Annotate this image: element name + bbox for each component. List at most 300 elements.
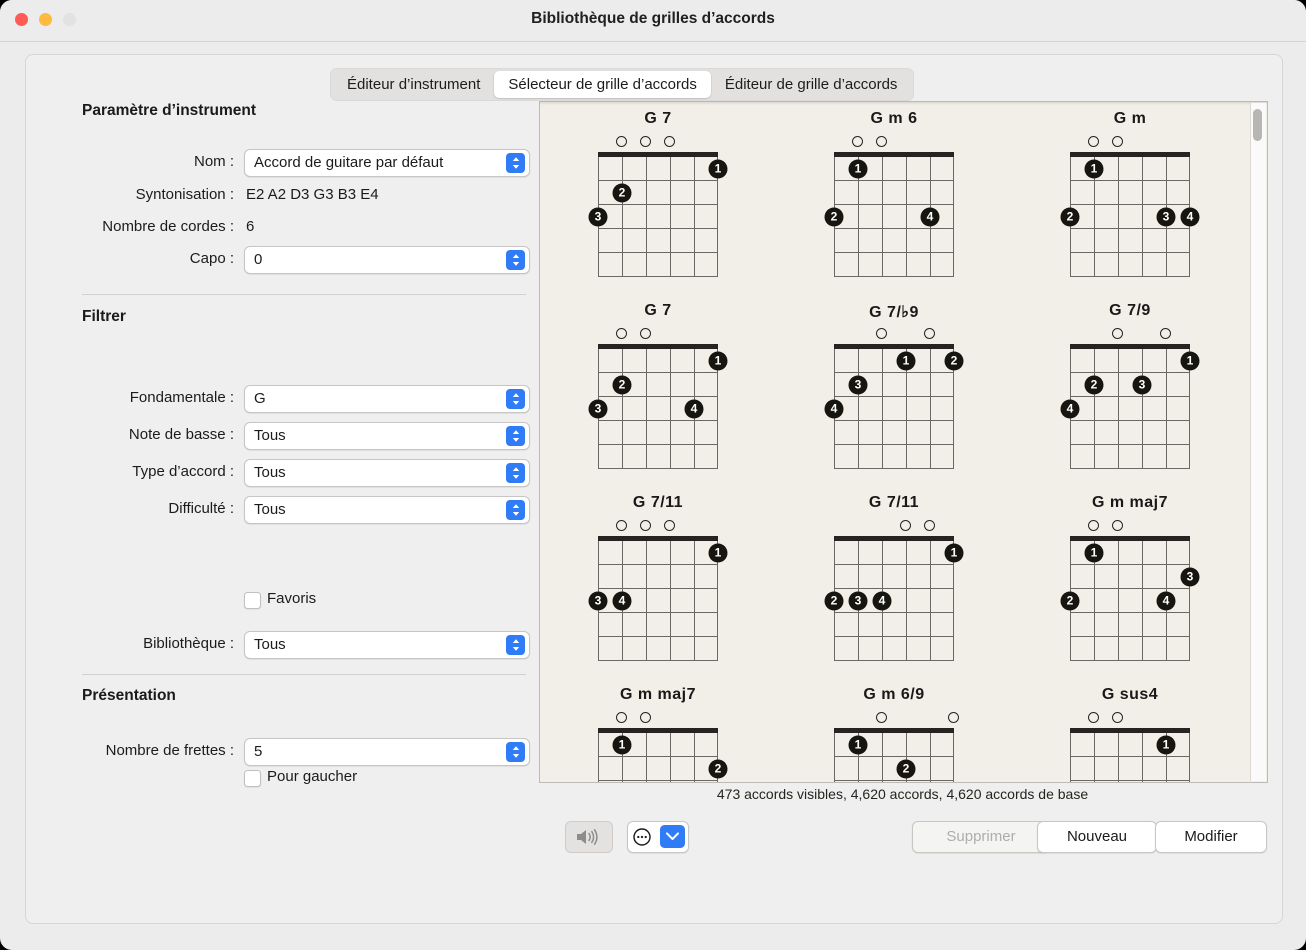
instrument-name-value: Accord de guitare par défaut — [254, 154, 444, 171]
fretboard — [594, 536, 722, 661]
scrollbar-thumb[interactable] — [1253, 109, 1262, 141]
chord-diagram-cell[interactable] — [776, 486, 1012, 678]
string-line — [670, 157, 671, 277]
string-line — [1070, 733, 1071, 783]
string-line — [1118, 733, 1119, 783]
string-line — [694, 733, 695, 783]
string-line — [646, 157, 647, 277]
string-line — [953, 157, 954, 277]
open-strings — [598, 326, 718, 342]
string-line — [694, 541, 695, 661]
finger-dot: 1 — [849, 736, 868, 755]
nut — [598, 536, 718, 541]
delete-button: Supprimer — [912, 821, 1050, 853]
open-string-circle-icon — [616, 712, 627, 723]
instrument-name-select[interactable] — [244, 149, 530, 177]
chord-name: G 7 — [644, 302, 672, 319]
finger-dot: 4 — [1157, 592, 1176, 611]
chord-name: G 7/9 — [1109, 302, 1151, 319]
string-line — [953, 733, 954, 783]
open-string-circle-icon — [640, 520, 651, 531]
fret-line — [1070, 780, 1190, 781]
finger-dot: 4 — [921, 208, 940, 227]
chord-diagram-cell[interactable] — [540, 102, 776, 294]
fret-line — [834, 780, 954, 781]
fret-line — [834, 564, 954, 565]
string-line — [1142, 541, 1143, 661]
chord-type-label: Type d’accord : — [132, 463, 234, 480]
fretboard — [830, 152, 954, 277]
difficulty-select[interactable] — [244, 496, 530, 524]
chord-diagram-cell[interactable] — [1012, 486, 1248, 678]
capo-select[interactable] — [244, 246, 530, 274]
fret-line — [598, 228, 718, 229]
chord-name: G 7/11 — [868, 494, 920, 511]
chord-grid-row — [540, 294, 1248, 486]
string-line — [1142, 157, 1143, 277]
fret-line — [834, 228, 954, 229]
finger-dot: 1 — [945, 544, 964, 563]
string-line — [834, 733, 835, 783]
nut — [834, 728, 954, 733]
fret-line — [1070, 180, 1190, 181]
fret-line — [598, 276, 718, 277]
fretboard — [1070, 728, 1190, 783]
tuning-value: E2 A2 D3 G3 B3 E4 — [246, 186, 379, 203]
tuning-label: Syntonisation : — [135, 186, 234, 203]
fretboard — [1066, 344, 1194, 469]
new-button[interactable]: Nouveau — [1037, 821, 1157, 853]
lefthanded-checkbox[interactable] — [244, 770, 261, 787]
chord-name: G 7/11 — [632, 494, 684, 511]
fret-line — [1070, 564, 1190, 565]
string-line — [930, 541, 931, 661]
finger-dot: 3 — [1133, 376, 1152, 395]
status-text: 473 accords visibles, 4,620 accords, 4,620 accords de base — [716, 786, 1089, 802]
fret-line — [1070, 468, 1190, 469]
chord-diagram-cell[interactable] — [540, 486, 776, 678]
open-string-circle-icon — [664, 136, 675, 147]
finger-dot: 2 — [825, 208, 844, 227]
root-note-select[interactable] — [244, 385, 530, 413]
edit-button[interactable]: Modifier — [1155, 821, 1267, 853]
chevron-updown-icon — [506, 153, 525, 173]
bass-note-value: Tous — [254, 427, 286, 444]
fret-count-value: 5 — [254, 743, 263, 760]
nut — [1070, 536, 1190, 541]
fret-line — [598, 468, 718, 469]
open-string-circle-icon — [852, 136, 863, 147]
open-string-circle-icon — [640, 136, 651, 147]
open-string-circle-icon — [876, 328, 887, 339]
open-string-circle-icon — [876, 712, 887, 723]
chord-diagram — [830, 134, 954, 282]
open-string-circle-icon — [1088, 136, 1099, 147]
fret-line — [834, 612, 954, 613]
open-strings — [834, 326, 954, 342]
finger-dot: 1 — [709, 160, 728, 179]
open-string-circle-icon — [1088, 520, 1099, 531]
nut — [834, 536, 954, 541]
finger-dot: 2 — [613, 184, 632, 203]
string-line — [694, 157, 695, 277]
content-card — [25, 54, 1283, 924]
fret-line — [598, 780, 718, 781]
chord-diagram — [594, 134, 722, 282]
string-line — [1189, 541, 1190, 661]
chord-diagram-cell[interactable] — [1012, 678, 1248, 783]
fretboard — [830, 344, 958, 469]
chord-name: G sus4 — [1101, 686, 1159, 703]
fret-line — [598, 180, 718, 181]
fret-line — [1070, 636, 1190, 637]
chord-grid-scrollbar[interactable] — [1250, 103, 1266, 781]
chord-name: G 7 — [644, 110, 672, 127]
chevron-updown-icon — [506, 635, 525, 655]
finger-dot: 1 — [1085, 160, 1104, 179]
open-strings — [1070, 710, 1190, 726]
open-string-circle-icon — [876, 136, 887, 147]
fret-count-row — [26, 738, 516, 766]
string-line — [1094, 733, 1095, 783]
open-string-circle-icon — [1112, 328, 1123, 339]
open-string-circle-icon — [1112, 712, 1123, 723]
nut — [834, 152, 954, 157]
fretboard — [1066, 152, 1194, 277]
finger-dot: 2 — [897, 760, 916, 779]
fret-line — [834, 396, 954, 397]
nut — [1070, 152, 1190, 157]
chord-grid-panel[interactable] — [539, 101, 1268, 783]
open-strings — [1070, 326, 1190, 342]
root-note-value: G — [254, 390, 266, 407]
chord-diagram-cell[interactable] — [776, 294, 1012, 486]
fret-line — [598, 612, 718, 613]
library-label: Bibliothèque : — [143, 635, 234, 652]
library-select[interactable] — [244, 631, 530, 659]
string-line — [670, 733, 671, 783]
fret-line — [1070, 228, 1190, 229]
string-line — [882, 157, 883, 277]
fret-count-label: Nombre de frettes : — [105, 742, 234, 759]
fret-line — [1070, 204, 1190, 205]
open-strings — [834, 710, 954, 726]
finger-dot: 2 — [825, 592, 844, 611]
chord-diagram — [1066, 134, 1194, 282]
finger-dot: 1 — [613, 736, 632, 755]
root-note-row — [26, 385, 516, 413]
open-string-circle-icon — [900, 520, 911, 531]
strings-count-label: Nombre de cordes : — [102, 218, 234, 235]
string-line — [930, 349, 931, 469]
open-string-circle-icon — [664, 520, 675, 531]
finger-dot: 1 — [1181, 352, 1200, 371]
fret-line — [598, 396, 718, 397]
capo-row — [26, 246, 516, 274]
tab-chord-grid-editor[interactable]: Éditeur de grille d’accords — [724, 76, 898, 93]
finger-dot: 3 — [589, 592, 608, 611]
string-line — [930, 733, 931, 783]
finger-dot: 3 — [849, 592, 868, 611]
fret-line — [834, 636, 954, 637]
fret-count-select[interactable] — [244, 738, 530, 766]
finger-dot: 3 — [589, 208, 608, 227]
string-line — [622, 349, 623, 469]
favorites-checkbox[interactable] — [244, 592, 261, 609]
open-string-circle-icon — [948, 712, 959, 723]
chord-grid-row — [540, 678, 1248, 783]
open-string-circle-icon — [1088, 712, 1099, 723]
finger-dot: 1 — [849, 160, 868, 179]
chord-diagram — [598, 710, 722, 783]
fretboard — [594, 152, 722, 277]
finger-dot: 4 — [1181, 208, 1200, 227]
strings-count-row — [26, 214, 516, 242]
settings-pane — [26, 97, 539, 923]
chevron-updown-icon — [506, 250, 525, 270]
fret-line — [834, 204, 954, 205]
fret-line — [598, 588, 718, 589]
chord-type-row — [26, 459, 516, 487]
string-line — [858, 349, 859, 469]
fret-line — [1070, 444, 1190, 445]
fret-line — [1070, 396, 1190, 397]
string-line — [906, 157, 907, 277]
chord-name: G m — [1113, 110, 1147, 127]
fret-line — [1070, 660, 1190, 661]
fret-line — [1070, 252, 1190, 253]
bass-note-label: Note de basse : — [128, 426, 234, 443]
fretboard — [598, 728, 722, 783]
window-titlebar — [0, 0, 1306, 42]
chord-diagram — [594, 326, 722, 474]
chevron-down-icon[interactable] — [660, 825, 685, 848]
difficulty-value: Tous — [254, 501, 286, 518]
string-line — [622, 157, 623, 277]
divider — [82, 674, 526, 675]
chord-name: G 7/♭9 — [869, 304, 919, 321]
open-string-circle-icon — [640, 712, 651, 723]
finger-dot: 1 — [1085, 544, 1104, 563]
finger-dot: 3 — [1157, 208, 1176, 227]
string-line — [1094, 349, 1095, 469]
chord-diagram — [830, 518, 958, 666]
open-strings — [1070, 518, 1190, 534]
finger-dot: 1 — [709, 352, 728, 371]
nut — [598, 152, 718, 157]
divider — [82, 294, 526, 295]
string-line — [670, 349, 671, 469]
string-line — [882, 733, 883, 783]
string-line — [1166, 349, 1167, 469]
bass-note-row — [26, 422, 516, 450]
fretboard — [830, 536, 958, 661]
instrument-name-row — [26, 149, 516, 177]
presentation-section-title: Présentation — [82, 687, 176, 704]
chevron-updown-icon — [506, 389, 525, 409]
chord-grid — [540, 102, 1248, 783]
open-strings — [1070, 134, 1190, 150]
strings-count-value: 6 — [246, 218, 255, 235]
difficulty-label: Difficulté : — [168, 500, 234, 517]
nut — [1070, 728, 1190, 733]
capo-value: 0 — [254, 251, 263, 268]
chord-name: G m maj7 — [1091, 494, 1169, 511]
instrument-name-label: Nom : — [193, 153, 234, 170]
finger-dot: 3 — [849, 376, 868, 395]
open-string-circle-icon — [1112, 136, 1123, 147]
chord-diagram-cell[interactable] — [1012, 102, 1248, 294]
fret-line — [834, 420, 954, 421]
open-strings — [834, 134, 954, 150]
open-strings — [598, 518, 718, 534]
open-string-circle-icon — [616, 520, 627, 531]
chord-diagram-cell[interactable] — [540, 294, 776, 486]
fret-line — [598, 564, 718, 565]
chord-name: G m 6 — [870, 110, 918, 127]
action-menu-button[interactable] — [627, 821, 689, 853]
fretboard — [594, 344, 722, 469]
open-string-circle-icon — [616, 136, 627, 147]
fret-line — [598, 636, 718, 637]
fret-line — [834, 180, 954, 181]
fret-line — [834, 468, 954, 469]
chevron-updown-icon — [506, 426, 525, 446]
tab-chord-grid-selector[interactable]: Sélecteur de grille d’accords — [494, 71, 710, 98]
instrument-section-title: Paramètre d’instrument — [82, 102, 256, 119]
fret-line — [1070, 420, 1190, 421]
fret-line — [598, 420, 718, 421]
bass-note-select[interactable] — [244, 422, 530, 450]
fret-line — [834, 588, 954, 589]
root-note-label: Fondamentale : — [129, 389, 234, 406]
chord-diagram — [1066, 518, 1194, 666]
finger-dot: 2 — [1061, 208, 1080, 227]
fret-line — [598, 660, 718, 661]
fretboard — [834, 728, 954, 783]
string-line — [882, 349, 883, 469]
open-string-circle-icon — [616, 328, 627, 339]
string-line — [1118, 541, 1119, 661]
fret-line — [1070, 372, 1190, 373]
fret-line — [598, 756, 718, 757]
string-line — [1118, 157, 1119, 277]
open-string-circle-icon — [1112, 520, 1123, 531]
fret-line — [598, 252, 718, 253]
finger-dot: 2 — [709, 760, 728, 779]
finger-dot: 2 — [945, 352, 964, 371]
open-string-circle-icon — [640, 328, 651, 339]
chord-diagram — [830, 326, 958, 474]
chord-type-value: Tous — [254, 464, 286, 481]
finger-dot: 4 — [1061, 400, 1080, 419]
finger-dot: 4 — [613, 592, 632, 611]
nut — [598, 344, 718, 349]
chord-diagram — [594, 518, 722, 666]
fret-line — [834, 252, 954, 253]
string-line — [646, 541, 647, 661]
window-title: Bibliothèque de grilles d’accords — [531, 10, 775, 27]
nut — [1070, 344, 1190, 349]
nut — [598, 728, 718, 733]
library-row — [26, 631, 516, 659]
fret-line — [1070, 612, 1190, 613]
fretboard — [1066, 536, 1194, 661]
chevron-updown-icon — [506, 463, 525, 483]
fret-line — [834, 372, 954, 373]
chord-diagram-cell[interactable] — [776, 102, 1012, 294]
chord-name: G m maj7 — [619, 686, 697, 703]
chevron-updown-icon — [506, 500, 525, 520]
fret-line — [598, 204, 718, 205]
finger-dot: 3 — [1181, 568, 1200, 587]
fret-line — [1070, 588, 1190, 589]
string-line — [1189, 733, 1190, 783]
chord-diagram-cell[interactable] — [1012, 294, 1248, 486]
open-string-circle-icon — [924, 328, 935, 339]
finger-dot: 1 — [897, 352, 916, 371]
chord-diagram — [1066, 326, 1194, 474]
finger-dot: 4 — [825, 400, 844, 419]
finger-dot: 4 — [873, 592, 892, 611]
capo-label: Capo : — [189, 250, 234, 267]
finger-dot: 2 — [613, 376, 632, 395]
fret-line — [1070, 276, 1190, 277]
finger-dot: 2 — [1061, 592, 1080, 611]
string-line — [646, 733, 647, 783]
open-strings — [598, 710, 718, 726]
string-line — [670, 541, 671, 661]
chord-type-select[interactable] — [244, 459, 530, 487]
tab-instrument-editor[interactable]: Éditeur d’instrument — [347, 76, 481, 93]
library-value: Tous — [254, 636, 286, 653]
chevron-updown-icon — [506, 742, 525, 762]
open-strings — [834, 518, 954, 534]
fret-line — [598, 444, 718, 445]
string-line — [1142, 349, 1143, 469]
finger-dot: 1 — [1157, 736, 1176, 755]
chord-diagram — [834, 710, 954, 783]
favorites-label: Favoris — [267, 590, 317, 607]
string-line — [1118, 349, 1119, 469]
fret-line — [834, 276, 954, 277]
string-line — [906, 541, 907, 661]
filter-section-title: Filtrer — [82, 308, 126, 325]
open-strings — [598, 134, 718, 150]
fret-line — [834, 660, 954, 661]
fret-line — [834, 756, 954, 757]
tuning-row — [26, 182, 516, 210]
finger-dot: 4 — [685, 400, 704, 419]
finger-dot: 2 — [1085, 376, 1104, 395]
chord-diagram-cell[interactable] — [540, 678, 776, 783]
string-line — [598, 733, 599, 783]
play-sound-button — [565, 821, 613, 853]
fret-line — [834, 444, 954, 445]
lefthanded-label: Pour gaucher — [267, 768, 358, 785]
fret-line — [1070, 756, 1190, 757]
ellipsis-circle-icon — [633, 828, 651, 846]
difficulty-row — [26, 496, 516, 524]
finger-dot: 3 — [589, 400, 608, 419]
string-line — [1142, 733, 1143, 783]
open-string-circle-icon — [1160, 328, 1171, 339]
open-string-circle-icon — [924, 520, 935, 531]
chord-diagram-cell[interactable] — [776, 678, 1012, 783]
chord-diagram — [1070, 710, 1190, 783]
chord-name: G m 6/9 — [863, 686, 925, 703]
string-line — [646, 349, 647, 469]
